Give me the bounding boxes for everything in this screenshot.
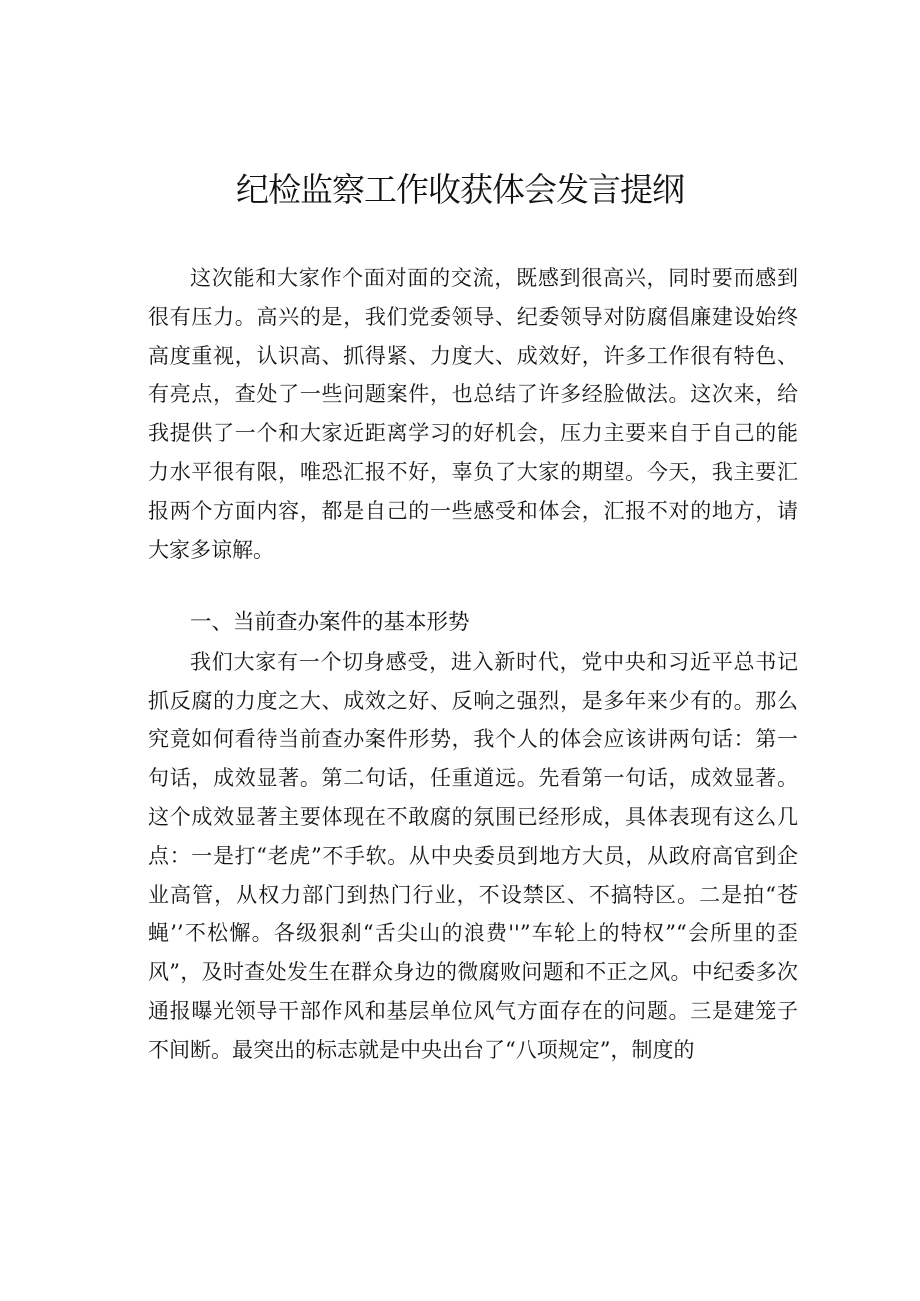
section-paragraph: 我们大家有一个切身感受，进入新时代，党中央和习近平总书记抓反腐的力度之大、成效之好、反响之强烈，是多年来少有的。那么究竟如何看待当前查办案件形势，我个人的体会应该讲两句话：第一句话，成效显著。第二句话，任重道远。先看第一句话，成效显著。这个成效显著主要体现在不敢腐的氛围已经形成，具体表现有这么几点：一是打“老虎”不手软。从中央委员到地方大员，从政府高官到企业高管，从权力部门到热门行业，不设禁区、不搞特区。二是拍“苍蝇’’不松懈。各级狠刹“舌尖山的浪费''”车轮上的特权”“会所里的歪风”，及时查处发生在群众身边的微腐败问题和不正之风。中纪委多次通报曝光领导干部作风和基层单位风气方面存在的问题。三是建笼子不间断。最突出的标志就是中央出台了“八项规定”，制度的 bbox=[148, 649, 798, 1062]
section-one bbox=[148, 604, 798, 1070]
intro-section bbox=[148, 259, 798, 569]
document-title: 纪检监察工作收获体会发言提纲 bbox=[236, 170, 684, 209]
intro-paragraph: 这次能和大家作个面对面的交流，既感到很高兴，同时要而感到很有压力。高兴的是，我们党委领导、纪委领导对防腐倡廉建设始终高度重视，认识高、抓得紧、力度大、成效好，许多工作很有特色、有亮点，查处了一些问题案件，也总结了许多经脸做法。这次来，给我提供了一个和大家近距离学习的好机会，压力主要来自于自己的能力水平很有限，唯恐汇报不好，辜负了大家的期望。今天，我主要汇报两个方面内容，都是自己的一些感受和体会，汇报不对的地方，请大家多谅解。 bbox=[148, 266, 798, 562]
section-heading: 一、当前查办案件的基本形势 bbox=[190, 610, 470, 635]
